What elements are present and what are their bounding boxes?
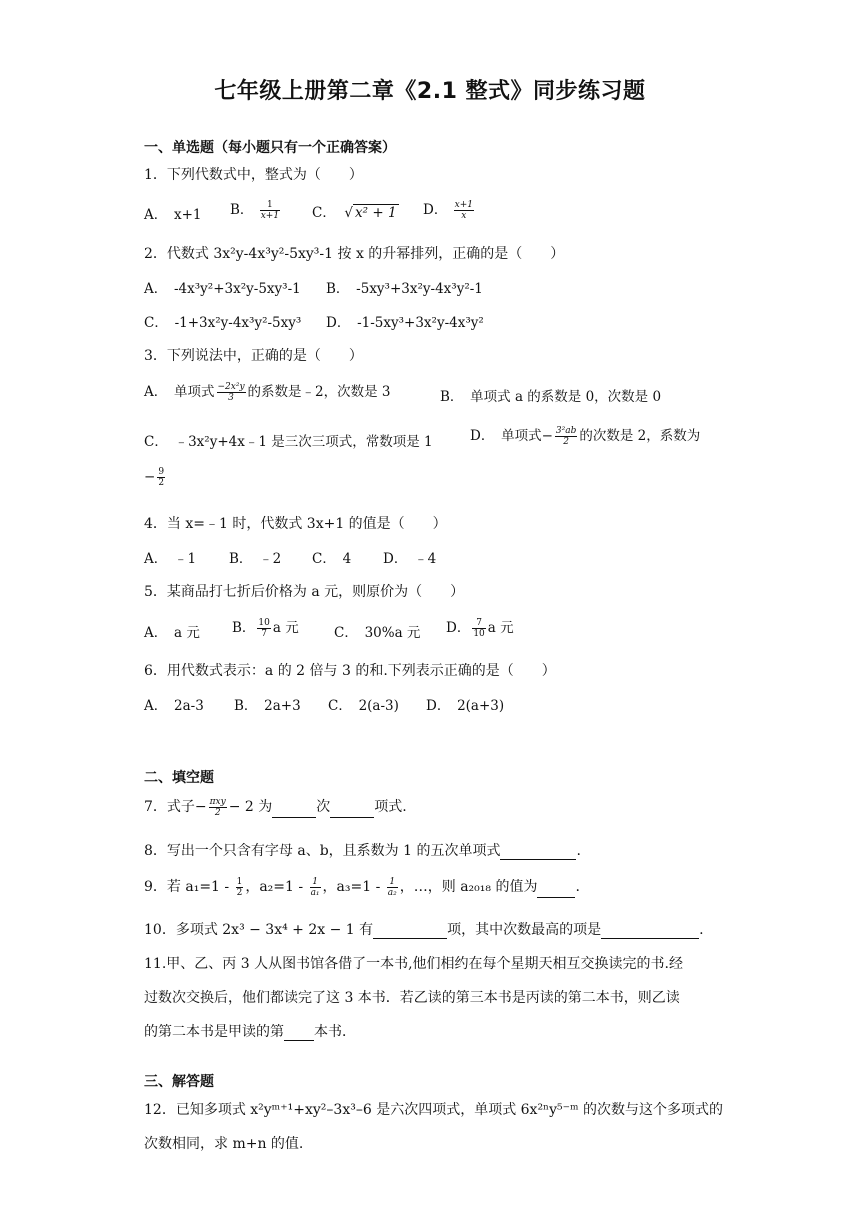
fraction: $\frac{\text{πxy}}{2}$	[209, 796, 226, 818]
section-heading-solve: 三、解答题	[144, 1074, 214, 1090]
question-5-option-b: B． $\frac{10}{7}$ a 元	[232, 618, 299, 639]
answer-blank[interactable]	[330, 803, 374, 818]
answer-blank[interactable]	[537, 883, 575, 898]
answer-blank[interactable]	[284, 1026, 314, 1041]
question-6-option-d: D． 2(a+3)	[426, 698, 505, 714]
fraction: $\frac{10}{7}$	[258, 618, 270, 639]
question-1-option-d: D． $\frac{x+1}{x}$	[423, 200, 473, 221]
answer-blank[interactable]	[500, 845, 576, 860]
question-4-stem: 4．当 x=﹣1 时，代数式 3x+1 的值是（ ）	[144, 516, 447, 532]
page-title: 七年级上册第二章《2.1 整式》同步练习题	[214, 79, 646, 104]
question-2-option-d: D． -1-5xy³+3x²y-4x³y²	[326, 315, 484, 331]
question-4-option-c: C． 4	[312, 551, 352, 567]
question-2-option-b: B． -5xy³+3x²y-4x³y²-1	[326, 281, 483, 297]
question-5-option-a: A． a 元	[144, 625, 200, 641]
question-6-stem: 6．用代数式表示：a 的 2 倍与 3 的和.下列表示正确的是（ ）	[144, 663, 556, 679]
question-10: 10．多项式 2x³ − 3x⁴ + 2x − 1 有 项，其中次数最高的项是 .	[144, 922, 704, 938]
question-6-option-c: C． 2(a-3)	[328, 698, 399, 714]
question-1-option-c: C． √ x² + 1	[312, 205, 397, 221]
section-heading-fill-blank: 二、填空题	[144, 770, 214, 786]
question-3-option-b: B． 单项式 a 的系数是 0，次数是 0	[440, 389, 662, 405]
question-4-option-b: B． ﹣2	[229, 551, 282, 567]
answer-blank[interactable]	[373, 924, 447, 939]
question-5-stem: 5．某商品打七折后价格为 a 元，则原价为（ ）	[144, 584, 465, 600]
fraction: $\frac{1}{x+1}$	[260, 200, 280, 221]
question-5-option-d: D． $\frac{7}{10}$ a 元	[446, 618, 514, 639]
question-2-stem: 2．代数式 3x²y-4x³y²-5xy³-1 按 x 的升幂排列，正确的是（ ）	[144, 246, 565, 262]
question-2-option-c: C． -1+3x²y-4x³y²-5xy³	[144, 315, 302, 331]
fraction: $\frac{9}{2}$	[158, 467, 165, 488]
question-7: 7．式子− $\frac{\text{πxy}}{2}$ − 2 为 次 项式.	[144, 796, 407, 818]
answer-blank[interactable]	[272, 803, 316, 818]
question-11-line-1: 11.甲、乙、丙 3 人从图书馆各借了一本书,他们相约在每个星期天相互交换读完的书.经	[144, 956, 683, 972]
question-11-line-2: 过数次交换后，他们都读完了这 3 本书．若乙读的第三本书是丙读的第二本书，则乙读	[144, 990, 680, 1006]
question-4-option-a: A． ﹣1	[144, 551, 197, 567]
question-3-option-d: D． 单项式− $\frac{\text{3²ab}}{2}$ 的次数是 2，系数为	[470, 426, 701, 447]
question-6-option-a: A． 2a-3	[144, 698, 204, 714]
question-2-option-a: A． -4x³y²+3x²y-5xy³-1	[144, 281, 301, 297]
section-heading-single-choice: 一、单选题（每小题只有一个正确答案）	[144, 140, 396, 156]
question-12-line-1: 12．已知多项式 x²yᵐ⁺¹+xy²–3x³–6 是六次四项式，单项式 6x²ⁿy⁵⁻ᵐ 的次数与这个多项式的	[144, 1102, 724, 1118]
question-1-option-a: A． x+1	[144, 207, 202, 223]
question-4-option-d: D． ﹣4	[383, 551, 437, 567]
fraction: $\frac{7}{10}$	[473, 618, 485, 639]
question-3-stem: 3．下列说法中，正确的是（ ）	[144, 348, 363, 364]
question-1-stem: 1．下列代数式中，整式为（ ）	[144, 167, 363, 183]
question-12-line-2: 次数相同，求 m+n 的值.	[144, 1136, 304, 1152]
question-3-option-a: A． 单项式 $\frac{\text{−2x²y}}{3}$ 的系数是﹣2，次数是 3	[144, 382, 391, 403]
fraction: $\frac{\text{−2x²y}}{3}$	[217, 382, 245, 403]
fraction: $\frac{x+1}{x}$	[454, 200, 473, 221]
question-6-option-b: B． 2a+3	[234, 698, 301, 714]
question-8: 8．写出一个只含有字母 a、b，且系数为 1 的五次单项式 .	[144, 843, 581, 859]
fraction: $\frac{1}{\text{a₂}}$	[387, 876, 397, 898]
fraction: $\frac{\text{3²ab}}{2}$	[555, 426, 577, 447]
question-3-option-d-continued: − $\frac{9}{2}$	[144, 467, 165, 488]
question-11-line-3: 的第二本书是甲读的第 本书．	[144, 1024, 356, 1040]
question-3-option-c: C． ﹣3x²y+4x﹣1 是三次三项式，常数项是 1	[144, 434, 433, 450]
answer-blank[interactable]	[601, 924, 699, 939]
question-1-option-b: B． $\frac{1}{x+1}$	[230, 200, 280, 221]
question-5-option-c: C． 30%a 元	[334, 625, 421, 641]
question-9: 9．若 a₁=1 - $\frac{1}{2}$ ，a₂=1 - $\frac{1}{\text{a₁}}$ ，a₃=1 - $\frac{1}{\text{a₂}}$ ，…，则 a₂₀₁₈ 的值为 .	[144, 876, 580, 898]
fraction: $\frac{1}{2}$	[236, 876, 243, 898]
fraction: $\frac{1}{\text{a₁}}$	[310, 876, 320, 898]
